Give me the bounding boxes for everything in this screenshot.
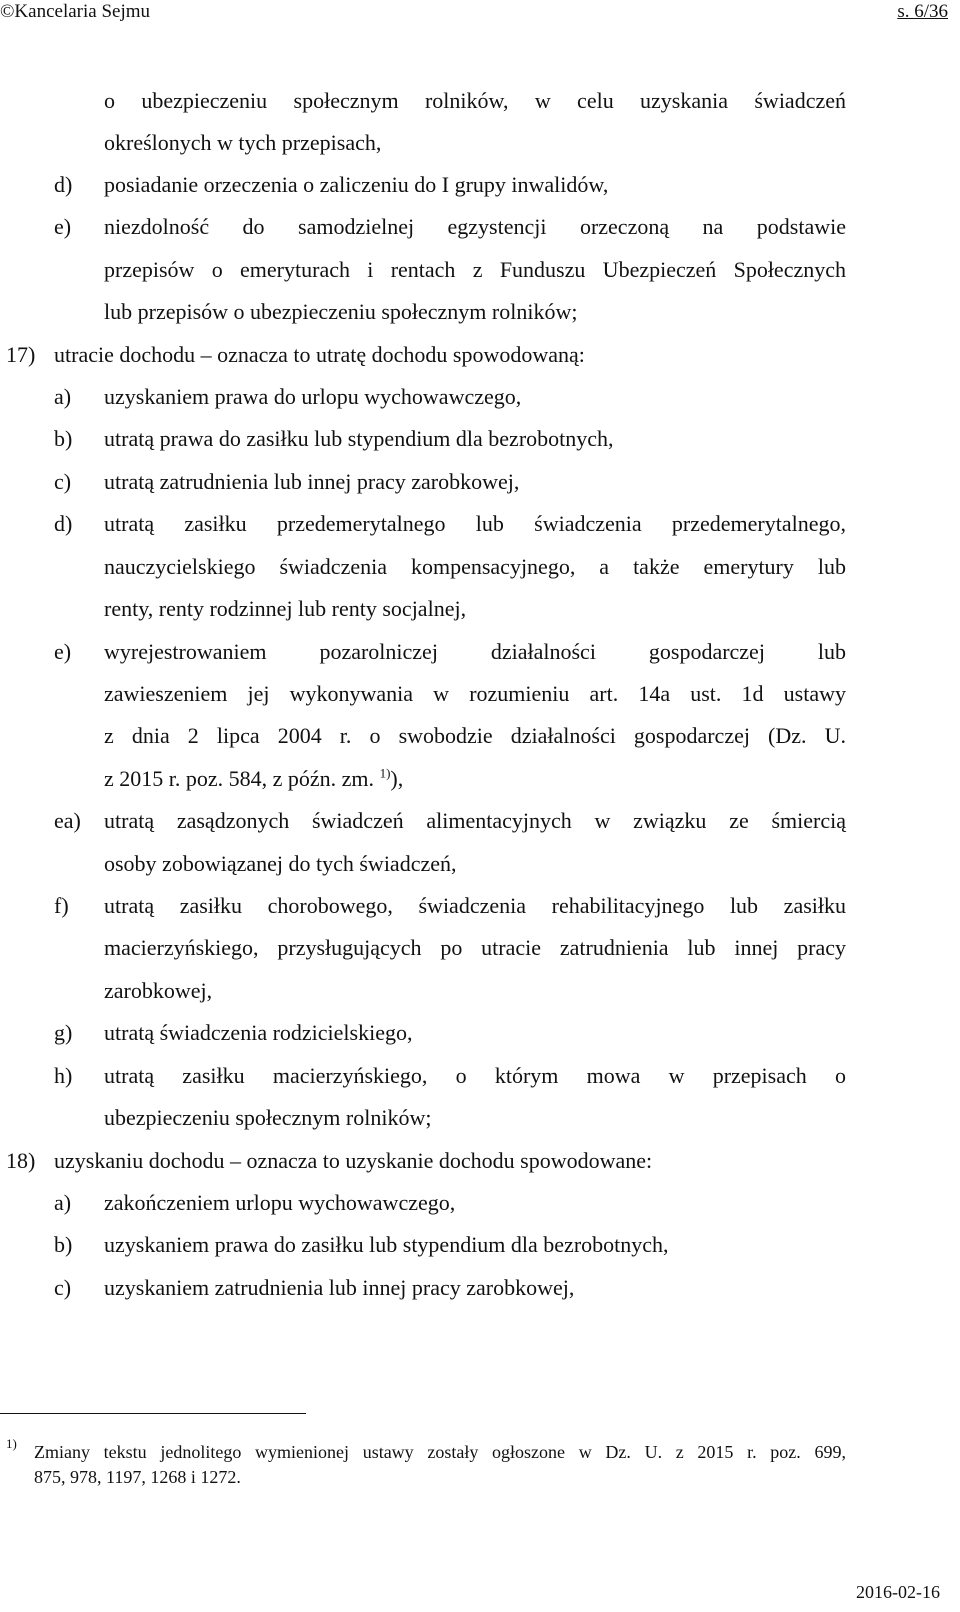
body-line: zawieszeniem jej wykonywania w rozumieniu art. 14a ust. 1d ustawy	[104, 681, 846, 706]
body-line: osoby zobowiązanej do tych świadczeń,	[104, 851, 457, 876]
item-label: d)	[54, 511, 73, 536]
point-label: 18)	[6, 1148, 36, 1173]
item-label: g)	[54, 1020, 73, 1045]
footer-date: 2016-02-16	[856, 1582, 940, 1602]
item-label: b)	[54, 426, 73, 451]
footnote-text: 875, 978, 1197, 1268 i 1272.	[34, 1467, 241, 1487]
body-text: z 2015 r. poz. 584, z późn. zm.	[104, 766, 375, 791]
point-label: 17)	[6, 342, 36, 367]
body-line: lub przepisów o ubezpieczeniu społecznym rolników;	[104, 299, 578, 324]
body-line: z dnia 2 lipca 2004 r. o swobodzie działalności gospodarczej (Dz. U.	[104, 723, 846, 748]
body-line: utratą zasiłku macierzyńskiego, o którym mowa w przepisach o	[104, 1063, 846, 1088]
footnote-separator	[0, 1413, 306, 1414]
body-line: określonych w tych przepisach,	[104, 130, 382, 155]
body-line: niezdolność do samodzielnej egzystencji orzeczoną na podstawie	[104, 214, 846, 239]
body-line: zakończeniem urlopu wychowawczego,	[104, 1190, 456, 1215]
body-line: uzyskaniem prawa do urlopu wychowawczego,	[104, 384, 522, 409]
item-label: c)	[54, 469, 72, 494]
footnote-marker: 1)	[6, 1436, 17, 1451]
item-label: f)	[54, 893, 69, 918]
item-label: a)	[54, 1190, 72, 1215]
body-line: uzyskaniem prawa do zasiłku lub stypendium dla bezrobotnych,	[104, 1232, 669, 1257]
body-line: utratą zasądzonych świadczeń alimentacyjnych w związku ze śmiercią	[104, 808, 846, 833]
body-line: przepisów o emeryturach i rentach z Funduszu Ubezpieczeń Społecznych	[104, 257, 846, 282]
item-label: b)	[54, 1232, 73, 1257]
body-line: utratą świadczenia rodzicielskiego,	[104, 1020, 413, 1045]
header-page-number	[897, 0, 948, 24]
body-line: wyrejestrowaniem pozarolniczej działalności gospodarczej lub	[104, 639, 846, 664]
item-label: c)	[54, 1275, 72, 1300]
body-line: zarobkowej,	[104, 978, 213, 1003]
body-line: renty, renty rodzinnej lub renty socjalnej,	[104, 596, 467, 621]
footnote-text: Zmiany tekstu jednolitego wymienionej ustawy zostały ogłoszone w Dz. U. z 2015 r. poz. 699,	[34, 1442, 846, 1462]
item-label: e)	[54, 639, 72, 664]
header-source: ©Kancelaria Sejmu	[0, 1, 151, 22]
body-line: posiadanie orzeczenia o zaliczeniu do I grupy inwalidów,	[104, 172, 609, 197]
body-line: nauczycielskiego świadczenia kompensacyjnego, a także emerytury lub	[104, 554, 846, 579]
body-line: uzyskaniem zatrudnienia lub innej pracy zarobkowej,	[104, 1275, 575, 1300]
item-label: ea)	[54, 808, 81, 833]
body-line: utratą zatrudnienia lub innej pracy zarobkowej,	[104, 469, 520, 494]
body-line: utratą prawa do zasiłku lub stypendium dla bezrobotnych,	[104, 426, 614, 451]
item-label: a)	[54, 384, 72, 409]
body-line: o ubezpieczeniu społecznym rolników, w celu uzyskania świadczeń	[104, 88, 846, 113]
point-heading: utracie dochodu – oznacza to utratę dochodu spowodowaną:	[54, 342, 585, 367]
item-label: d)	[54, 172, 73, 197]
body-line: utratą zasiłku przedemerytalnego lub świadczenia przedemerytalnego,	[104, 511, 846, 536]
point-heading: uzyskaniu dochodu – oznacza to uzyskanie dochodu spowodowane:	[54, 1148, 653, 1173]
item-label: h)	[54, 1063, 73, 1088]
body-line-with-footnote-ref	[104, 764, 403, 794]
footnote-reference[interactable]: 1)	[379, 765, 391, 781]
item-label: e)	[54, 214, 72, 239]
page-number-link[interactable]: s. 6/36	[897, 1, 948, 22]
body-line: macierzyńskiego, przysługujących po utracie zatrudnienia lub innej pracy	[104, 935, 846, 960]
body-text: ),	[390, 766, 404, 791]
body-line: utratą zasiłku chorobowego, świadczenia rehabilitacyjnego lub zasiłku	[104, 893, 846, 918]
body-line: ubezpieczeniu społecznym rolników;	[104, 1105, 432, 1130]
